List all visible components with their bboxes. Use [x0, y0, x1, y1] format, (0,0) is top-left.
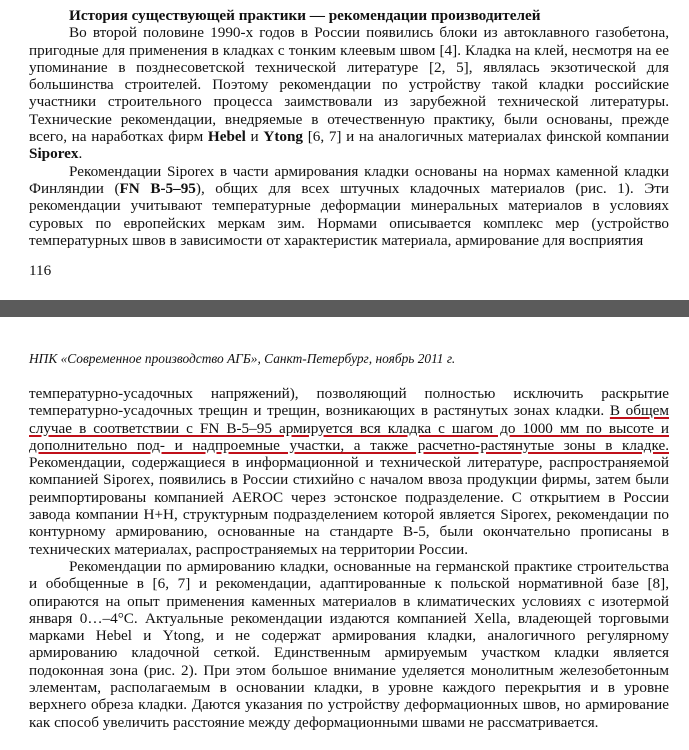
running-header: НПК «Современное производство АГБ», Санкт-Петербург, ноябрь 2011 г.: [29, 351, 456, 366]
norm-reference: FN B-5–95: [119, 179, 196, 197]
paragraph-continuation: температурно-усадочных напряжений), позволяющий полностью исключить раскрытие температурно-усадочных трещин и трещин, возникающих в растянутых зонах кладки. В общем случае в соответствии с FN B-5–95 армируется вся кладка с шагом до 1000 мм по высоте и дополнительно под- и надпроемные участки, а также расчетно-растянутые зоны в кладке. Рекомендации, содержащиеся в информационной и технической литературе, распространяемой компанией Siporex, появились в России стихийно с началом ввоза продукции фирмы, затем были реимпортированы компанией AEROC через эстонское подразделение. С открытием в России завода компании H+H, структурным подразделением которой является Siporex, рекомендации по контурному армированию, основанные на стандарте B-5, были окончательно прописаны в технических материалах, распространяемых на территории России.: [29, 385, 670, 558]
paragraph-german-practice: Рекомендации по армированию кладки, основанные на германской практике строительства и обобщенные в [6, 7] и рекомендации, адаптированные к польской нормативной базе [8], опираются на опыт применения каменных материалов в климатических условиях с изотермой января 0…–4°С. Актуальные рекомендации издаются компанией Xella, владеющей торговыми марками Hebel и Ytong, и не содержат армирования кладки, аналогичного регулярному армированию кладочной сеткой. Единственным армируемым участком кладки является подоконная зона (рис. 2). При этом большое внимание уделяется монолитным железобетонным элементам, располагаемым в основании кладки, в уровне каждого перекрытия и в уровне верхнего обреза кладки. Даются указания по устройству деформационных швов, но армирование как способ увеличить расстояние между деформационными швами не рассматривается.: [29, 557, 669, 731]
page-bottom: [0, 317, 689, 750]
highlighted-sentence: В общем случае в соответствии с FN B-5–95 армируется вся кладка с шагом до 1000 мм по высоте и дополнительно под- и надпроемные участки, а также расчетно-растянутые зоны в кладке.: [29, 402, 670, 454]
page-separator: [0, 300, 689, 317]
paragraph-history: Во второй половине 1990-х годов в России появились блоки из автоклавного газобетона, пригодные для применения в кладках с тонким клеевым швом [4]. Кладка на клей, несмотря на ее упоминание в позднесоветской технической литературе [2, 5], являлась экзотической для большинства строителей. Поэтому рекомендации по устройству такой кладки российские участники строительного процесса заимствовали из зарубежной технической литературы. Технические рекомендации, внедряемые в отечественную практику, были основаны, прежде всего, на наработках фирм Hebel и Ytong [6, 7] и на аналогичных материалах финской компании Siporex.: [29, 24, 669, 163]
paragraph-siporex: Рекомендации Siporex в части армирования кладки основаны на нормах каменной кладки Финляндии (FN B-5–95), общих для всех штучных кладочных материалов (рис. 1). Эти рекомендации учитывают температурные деформации минеральных материалов в условиях суровых по европейских меркам зим. Нормами описывается комплекс мер (устройство температурных швов в зависимости от характеристик материала, армирование для восприятия: [29, 162, 669, 249]
brand-hebel: Hebel: [207, 128, 246, 146]
section-heading: История существующей практики — рекомендации производителей: [69, 7, 541, 24]
page-top: [0, 0, 689, 300]
brand-ytong: Ytong: [263, 128, 304, 146]
page-top-text: [29, 7, 669, 249]
page-bottom-text: [29, 385, 669, 731]
brand-siporex: Siporex: [29, 145, 79, 163]
page-number: 116: [29, 262, 52, 279]
